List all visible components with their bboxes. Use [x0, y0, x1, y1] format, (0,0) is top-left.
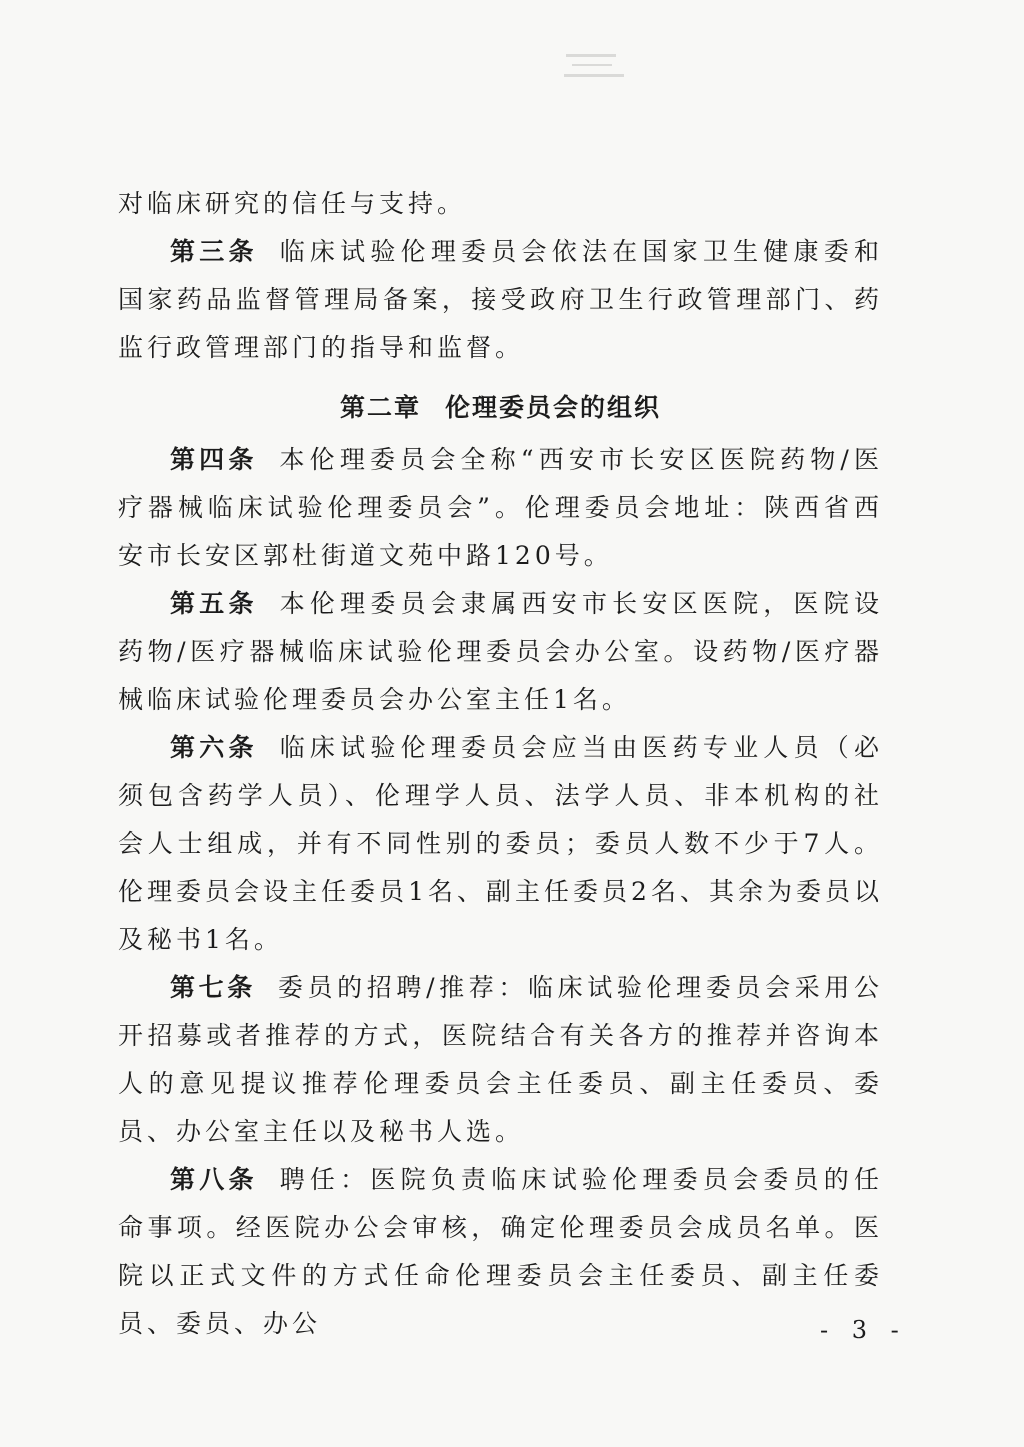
chapter-number: 第二章 [339, 393, 421, 422]
article-text: 临床试验伦理委员会应当由医药专业人员（必须包含药学人员）、伦理学人员、法学人员、非本机构的社会人士组成，并有不同性别的委员；委员人数不少于7人。伦理委员会设主任委员1名、副主任委员2名、其余为委员以及秘书1名。 [118, 733, 883, 954]
article-4 [118, 436, 883, 580]
article-3 [118, 228, 883, 372]
article-text: 临床试验伦理委员会依法在国家卫生健康委和国家药品监督管理局备案，接受政府卫生行政管理部门、药监行政管理部门的指导和监督。 [118, 237, 883, 362]
article-number: 第六条 [170, 733, 258, 762]
article-text: 本伦理委员会隶属西安市长安区医院，医院设药物/医疗器械临床试验伦理委员会办公室。设药物/医疗器械临床试验伦理委员会办公室主任1名。 [118, 589, 883, 714]
article-number: 第三条 [170, 237, 258, 266]
article-5 [118, 580, 883, 724]
chapter-heading [118, 384, 883, 432]
article-text: 委员的招聘/推荐：临床试验伦理委员会采用公开招募或者推荐的方式，医院结合有关各方的推荐并咨询本人的意见提议推荐伦理委员会主任委员、副主任委员、委员、办公室主任以及秘书人选。 [118, 973, 883, 1146]
article-8 [118, 1156, 883, 1348]
article-6 [118, 724, 883, 964]
chapter-title: 伦理委员会的组织 [445, 393, 662, 422]
document-body [118, 180, 883, 1348]
paragraph-text: 对临床研究的信任与支持。 [118, 189, 467, 218]
article-number: 第八条 [170, 1165, 258, 1194]
article-number: 第五条 [170, 589, 258, 618]
article-text: 本伦理委员会全称“西安市长安区医院药物/医疗器械临床试验伦理委员会”。伦理委员会地址：陕西省西安市长安区郭杜街道文苑中路120号。 [118, 445, 883, 570]
article-number: 第七条 [170, 973, 256, 1002]
article-number: 第四条 [170, 445, 258, 474]
page-number: - 3 - [820, 1316, 907, 1344]
article-7 [118, 964, 883, 1156]
paragraph-continuation [118, 180, 883, 228]
article-text: 聘任：医院负责临床试验伦理委员会委员的任命事项。经医院办公会审核，确定伦理委员会成员名单。医院以正式文件的方式任命伦理委员会主任委员、副主任委员、委员、办公 [118, 1165, 883, 1338]
scan-artifact [560, 48, 640, 88]
